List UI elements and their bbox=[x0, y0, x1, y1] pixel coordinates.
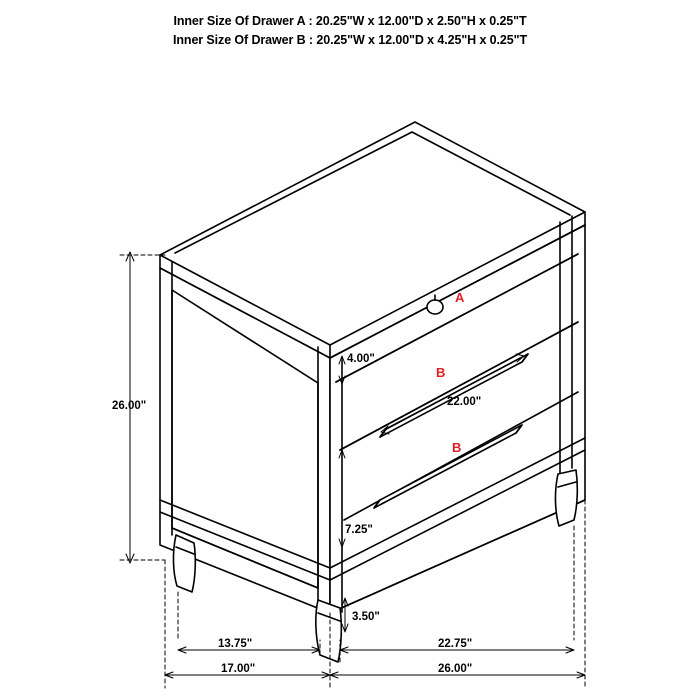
drawer-width-label: 22.00" bbox=[447, 396, 482, 408]
front-width-outer-label: 26.00" bbox=[438, 663, 473, 675]
drawer-b-lower-callout: B bbox=[452, 440, 462, 455]
drawer-a-spec: Inner Size Of Drawer A : 20.25"W x 12.00"D x 2.50"H x 0.25"T bbox=[173, 14, 527, 28]
side-depth-outer-label: 17.00" bbox=[221, 663, 256, 675]
drawer-b-spec: Inner Size Of Drawer B : 20.25"W x 12.00"D x 4.25"H x 0.25"T bbox=[173, 33, 527, 47]
drawer-b-upper-callout: B bbox=[436, 365, 446, 380]
side-depth-inner-label: 13.75" bbox=[218, 638, 253, 650]
drawer-a-height-label: 4.00" bbox=[347, 353, 375, 365]
overall-height-label: 26.00" bbox=[112, 400, 147, 412]
drawer-a-callout: A bbox=[455, 290, 465, 305]
front-width-inner-label: 22.75" bbox=[438, 638, 473, 650]
leg-height-label: 3.50" bbox=[352, 611, 380, 623]
drawer-b-height-label: 7.25" bbox=[345, 524, 373, 536]
